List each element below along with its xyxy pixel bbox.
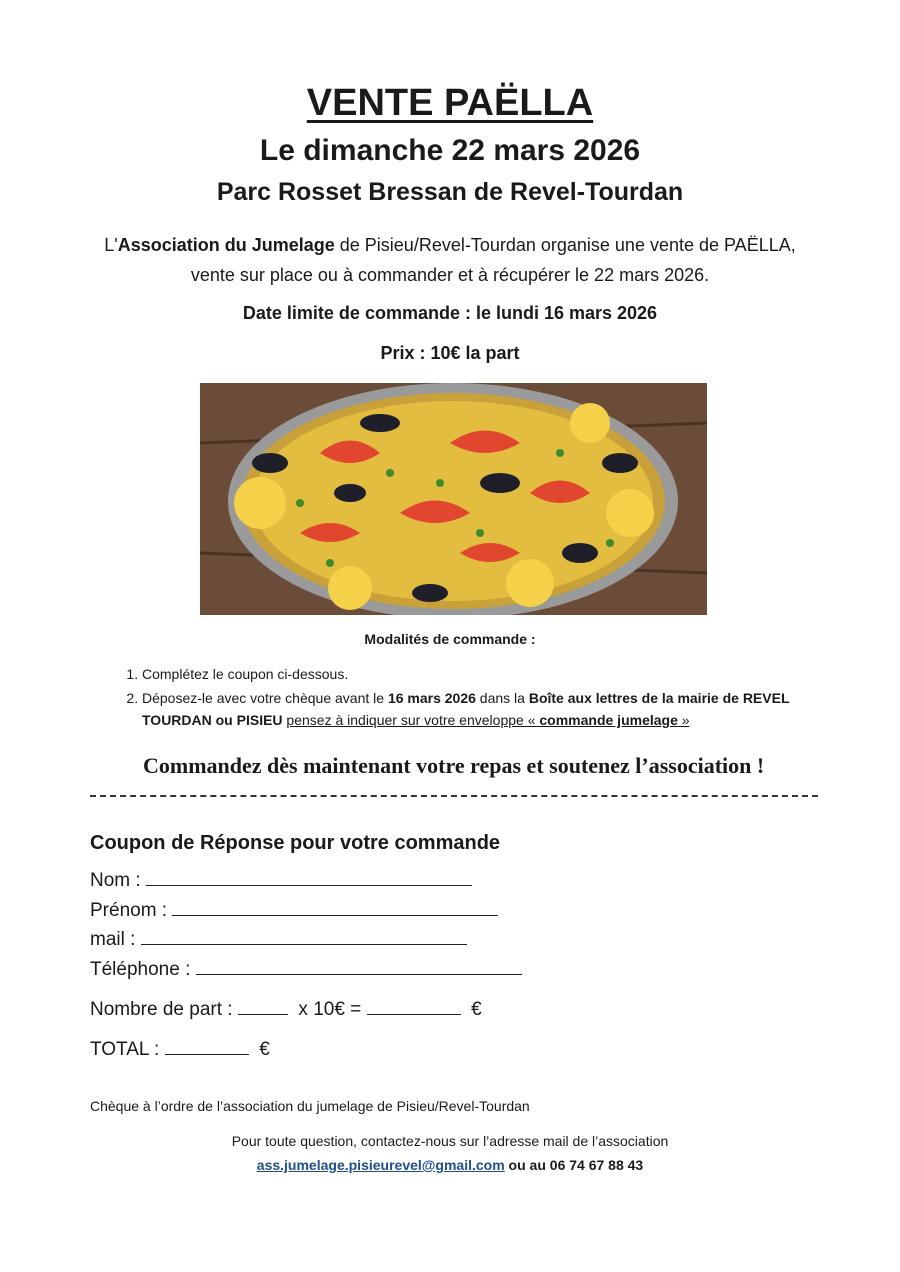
quantity-field[interactable]: Nombre de part : x 10€ = €: [90, 996, 482, 1021]
total-field[interactable]: TOTAL : €: [90, 1036, 270, 1061]
prenom-field[interactable]: Prénom :: [90, 897, 498, 922]
slogan: Commandez dès maintenant votre repas et soutenez l’association !: [143, 753, 765, 778]
page-title: VENTE PAËLLA: [306, 82, 594, 124]
order-deadline: Date limite de commande : le lundi 16 mars 2026: [242, 303, 658, 323]
event-place: Parc Rosset Bressan de Revel-Tourdan: [216, 178, 684, 206]
association-name: Association du Jumelage: [117, 235, 335, 255]
coupon-title: Coupon de Réponse pour votre commande: [90, 832, 501, 854]
price: Prix : 10€ la part: [380, 343, 520, 363]
paella-photo: [200, 383, 707, 615]
contact-details: ass.jumelage.pisieurevel@gmail.com ou au 06 74 67 88 43: [256, 1157, 644, 1173]
step-1: 1. Complétez le coupon ci-dessous.: [142, 663, 862, 685]
email-link[interactable]: ass.jumelage.pisieurevel@gmail.com: [256, 1157, 505, 1173]
order-terms-title: Modalités de commande :: [364, 631, 536, 647]
cut-line: [90, 795, 818, 797]
cheque-note: Chèque à l’ordre de l’association du jumelage de Pisieu/Revel-Tourdan: [90, 1098, 530, 1114]
mail-field[interactable]: mail :: [90, 926, 467, 951]
step-2: 2. Déposez-le avec votre chèque avant le 16 mars 2026 dans la Boîte aux lettres de la mairie de REVEL TOURDAN ou PISIEU pensez à indiquer sur votre enveloppe « commande jumelage »: [142, 687, 862, 731]
nom-field[interactable]: Nom :: [90, 867, 472, 892]
intro-paragraph: L'Association du Jumelage de Pisieu/Revel-Tourdan organise une vente de PAËLLA, vente sur place ou à commander et à récupérer le 22 mars 2026.: [104, 235, 796, 285]
order-steps: [110, 663, 862, 733]
contact-text: Pour toute question, contactez-nous sur l’adresse mail de l’association: [231, 1133, 669, 1149]
telephone-field[interactable]: Téléphone :: [90, 956, 522, 981]
event-date: Le dimanche 22 mars 2026: [259, 134, 641, 167]
